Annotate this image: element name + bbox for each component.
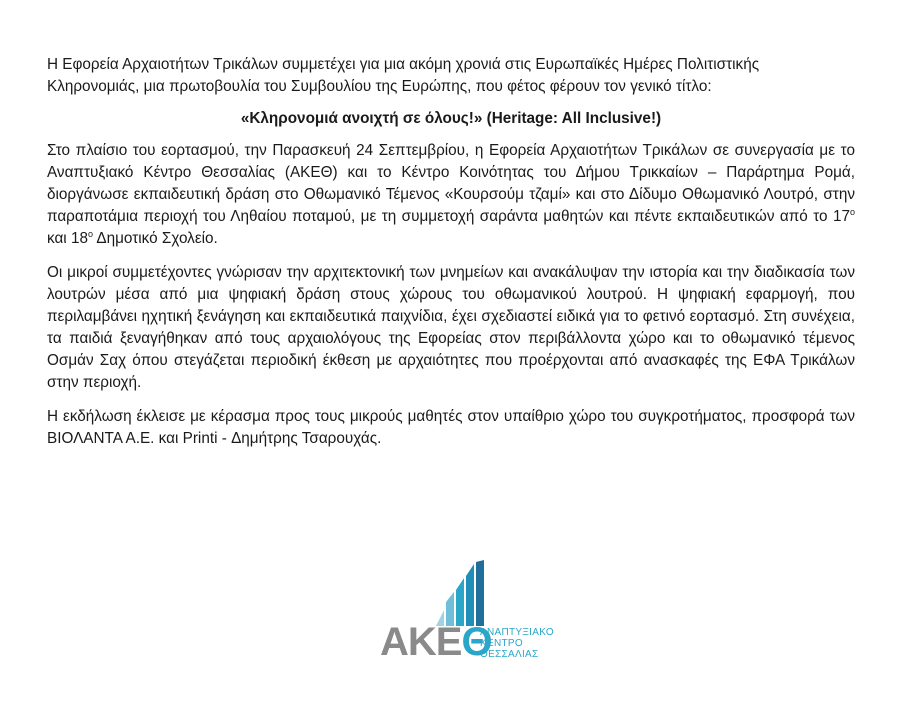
event-title: «Κληρονομιά ανοιχτή σε όλους!» (Heritage: All Inclusive!) <box>240 110 662 127</box>
intro-line-2: Κληρονομιάς, μια πρωτοβουλία του Συμβουλίου της Ευρώπης, που φέτος φέρουν τον γενικό τίτλο: <box>47 78 712 95</box>
ordinal-superscript-1: ο <box>849 206 855 217</box>
event-text: Στο πλαίσιο του εορτασμού, την Παρασκευή 24 Σεπτεμβρίου, η Εφορεία Αρχαιοτήτων Τρικάλων σε συνεργασία με το Αναπτυξιακό Κέντρο Θεσσαλίας (ΑΚΕΘ) και το Κέντρο Κοινότητας του Δήμου Τρικκαίων – Παράρτημα Ρομά, διοργάνωσε εκπαιδευτική δράση στο Οθωμανικό Τέμενος «Κουρσούμ τζαμί» και στο Δίδυμο Οθωμανικό Λουτρό, στην παραποτάμια περιοχή του Ληθαίου ποταμού, με τη συμμετοχή σαράντα μαθητών και πέντε εκπαιδευτικών από το 17 <box>47 142 855 225</box>
intro-line-1: Η Εφορεία Αρχαιοτήτων Τρικάλων συμμετέχει για μια ακόμη χρονιά στις Ευρωπαϊκές Ημέρες Πολιτιστικής <box>47 56 760 73</box>
logo-bars-icon <box>432 560 512 626</box>
logo-acronym-main: ΑΚΕ <box>380 620 462 664</box>
aketh-logo <box>380 560 580 670</box>
event-text-middle: και 18 <box>47 230 88 247</box>
intro-paragraph <box>47 54 855 98</box>
logo-acronym <box>380 622 492 662</box>
logo-subtitle-line-3: ΘΕΣΣΑΛΙΑΣ <box>480 649 539 660</box>
logo-subtitle <box>480 627 554 660</box>
activity-paragraph: Οι μικροί συμμετέχοντες γνώρισαν την αρχιτεκτονική των μνημείων και ανακάλυψαν την ιστορία και την διαδικασία των λουτρών μέσα από μια ψηφιακή δράση στους χώρους του οθωμανικού λουτρού. Η ψηφιακή εφαρμογή, που περιλαμβάνει ηχητική ξενάγηση και εκπαιδευτικά παιχνίδια, έχει σχεδιαστεί ειδικά για το φετινό εορτασμό. Στη συνέχεια, τα παιδιά ξεναγήθηκαν από τους αρχαιολόγους της Εφορείας στον περιβάλλοντα χώρο και το οθωμανικό τέμενος Οσμάν Σαχ όπου στεγάζεται περιοδική έκθεση με αρχαιότητες που προέρχονται από ανασκαφές της ΕΦΑ Τρικάλων στην περιοχή. <box>47 264 855 391</box>
logo-subtitle-line-2: ΚΕΝΤΡΟ <box>480 638 523 649</box>
press-release-body <box>47 54 855 450</box>
logo-subtitle-line-1: ΑΝΑΠΤΥΞΙΑΚΟ <box>480 627 554 638</box>
event-paragraph <box>47 140 855 250</box>
closing-paragraph: Η εκδήλωση έκλεισε με κέρασμα προς τους μικρούς μαθητές στον υπαίθριο χώρο του συγκροτήματος, προσφορά των ΒΙΟΛΑΝΤΑ Α.Ε. και Printi - Δημήτρης Τσαρουχάς. <box>47 408 855 447</box>
event-text-end: Δημοτικό Σχολείο. <box>92 230 218 247</box>
ordinal-superscript-2: ο <box>87 228 93 239</box>
logo-acronym-theta: Θ <box>461 620 492 664</box>
